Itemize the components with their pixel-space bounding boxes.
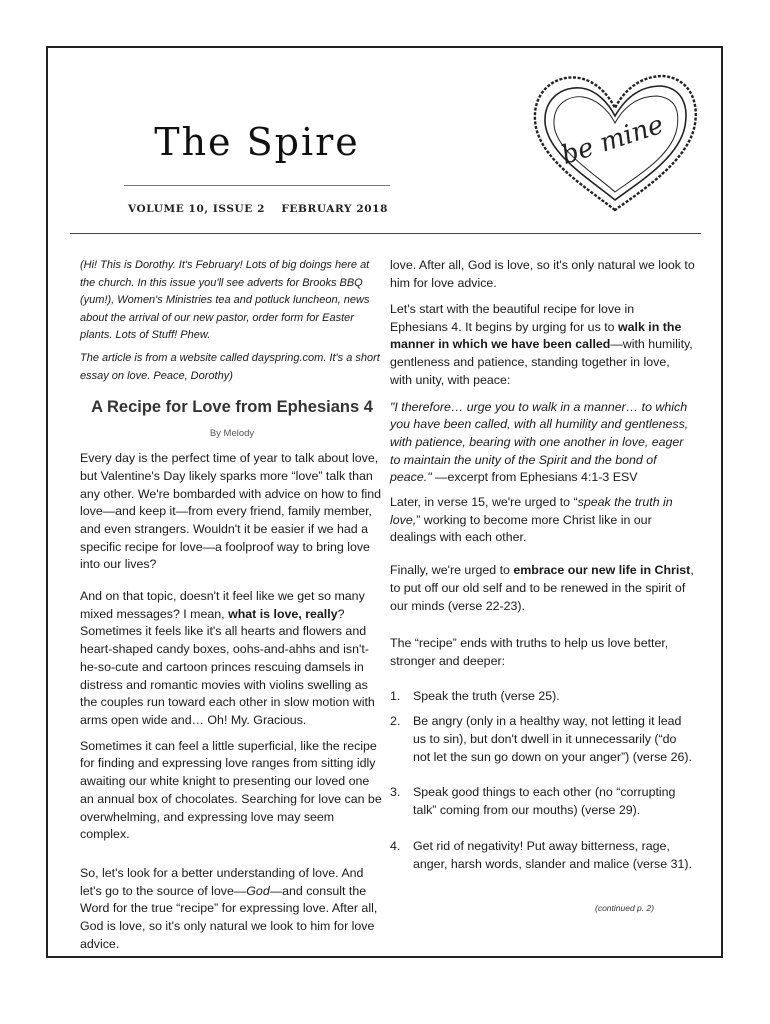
article-paragraph-7: Finally, we're urged to embrace our new life in Christ, to put off our old self and to be renewed in the spirit of our minds (verse 22-23). [390, 563, 694, 613]
continued-note: (continued p. 2) [595, 903, 655, 913]
issue-line [128, 203, 388, 215]
article-paragraph-4: So, let's look for a better understanding of love. And let's go to the source of love—God—and consult the Word for the true “recipe” for expressing love. After all, God is love, so it's only natural we look to him for love advice. [80, 865, 378, 951]
article-paragraph-5: Let's start with the beautiful recipe for love in Ephesians 4. It begins by urging for us to walk in the manner in which we have been called—with humility, gentleness and patience, standing together in love, with unity, with peace: [390, 302, 693, 387]
article-paragraph-3: Sometimes it can feel a little superficial, like the recipe for finding and expressing love ranges from sitting idly awaiting our white knight to presenting our loved one an annual box of chocolates. Searching for love can be overwhelming, and expressing love may seem complex. [80, 738, 382, 842]
intro-note-source: The article is from a website called dayspring.com. It's a short essay on love. Peace, Dorothy) [80, 351, 380, 382]
intro-note: (Hi! This is Dorothy. It's February! Lots of big doings here at the church. In this issue you'll see adverts for Brooks BBQ (yum!), Women's Ministries tea and potluck luncheon, news about the arrival of our new pastor, order form for Easter plants. Lots of Stuff! Phew. [80, 259, 370, 342]
truths-list [390, 688, 695, 874]
issue-date: FEBRUARY 2018 [281, 203, 388, 215]
be-mine-heart-illustration [527, 68, 703, 218]
article-paragraph-4-continued: love. After all, God is love, so it's only natural we look to him for love advice. [390, 258, 695, 290]
list-item: 1. Speak the truth (verse 25). [390, 688, 560, 703]
article-paragraph-1: Every day is the perfect time of year to talk about love, but Valentine's Day likely sparks more “love” talk than any other. We're bombarded with advice on how to find love—and keep it—from every friend, family member, and even strangers. Wouldn't it be easier if we had a specific recipe for love—a foolproof way to bring love into our lives? [80, 451, 382, 572]
header-divider [70, 233, 701, 234]
list-item: 3. Speak good things to each other (no “corrupting talk” coming from our mouths) (verse 29). [390, 785, 676, 818]
heart-text: be mine [557, 109, 668, 171]
list-item: 2. Be angry (only in a healthy way, not letting it lead us to sin), but don't dwell in it unnecessarily (“do not let the sun go down on your anger”) (verse 26). [390, 714, 692, 764]
article-paragraph-6: Later, in verse 15, we're urged to “speak the truth in love,” working to become more Christ like in our dealings with each other. [390, 495, 673, 545]
volume-issue: VOLUME 10, ISSUE 2 [128, 203, 266, 215]
article-byline: By Melody [209, 428, 255, 440]
newsletter-title: The Spire [154, 120, 360, 164]
right-column-content [390, 257, 695, 873]
article-paragraph-8: The “recipe” ends with truths to help us love better, stronger and deeper: [390, 636, 669, 668]
masthead-divider [124, 185, 390, 186]
list-item: 4. Get rid of negativity! Put away bitterness, rage, anger, harsh words, slander and malice (verse 31). [390, 838, 692, 871]
article-title: A Recipe for Love from Ephesians 4 [91, 398, 373, 417]
left-column [80, 257, 384, 951]
scripture-quote: "I therefore… urge you to walk in a manner… to which you have been called, with all humility and gentleness, with patience, bearing with one another in love, eager to maintain the unity of the Spirit and the bond of peace." —excerpt from Ephesians 4:1-3 ESV [390, 399, 689, 485]
article-paragraph-2: And on that topic, doesn't it feel like we get so many mixed messages? I mean, what is love, really? Sometimes it feels like it's all hearts and flowers and heart-shaped candy boxes, oohs-and-ahhs and isn't-he-so-cute and cartoon princes rescuing damsels in distress and romantic movies with violins swelling as the couples run toward each other in slow motion with arms open wide and… Oh! My. Gracious. [80, 589, 375, 727]
